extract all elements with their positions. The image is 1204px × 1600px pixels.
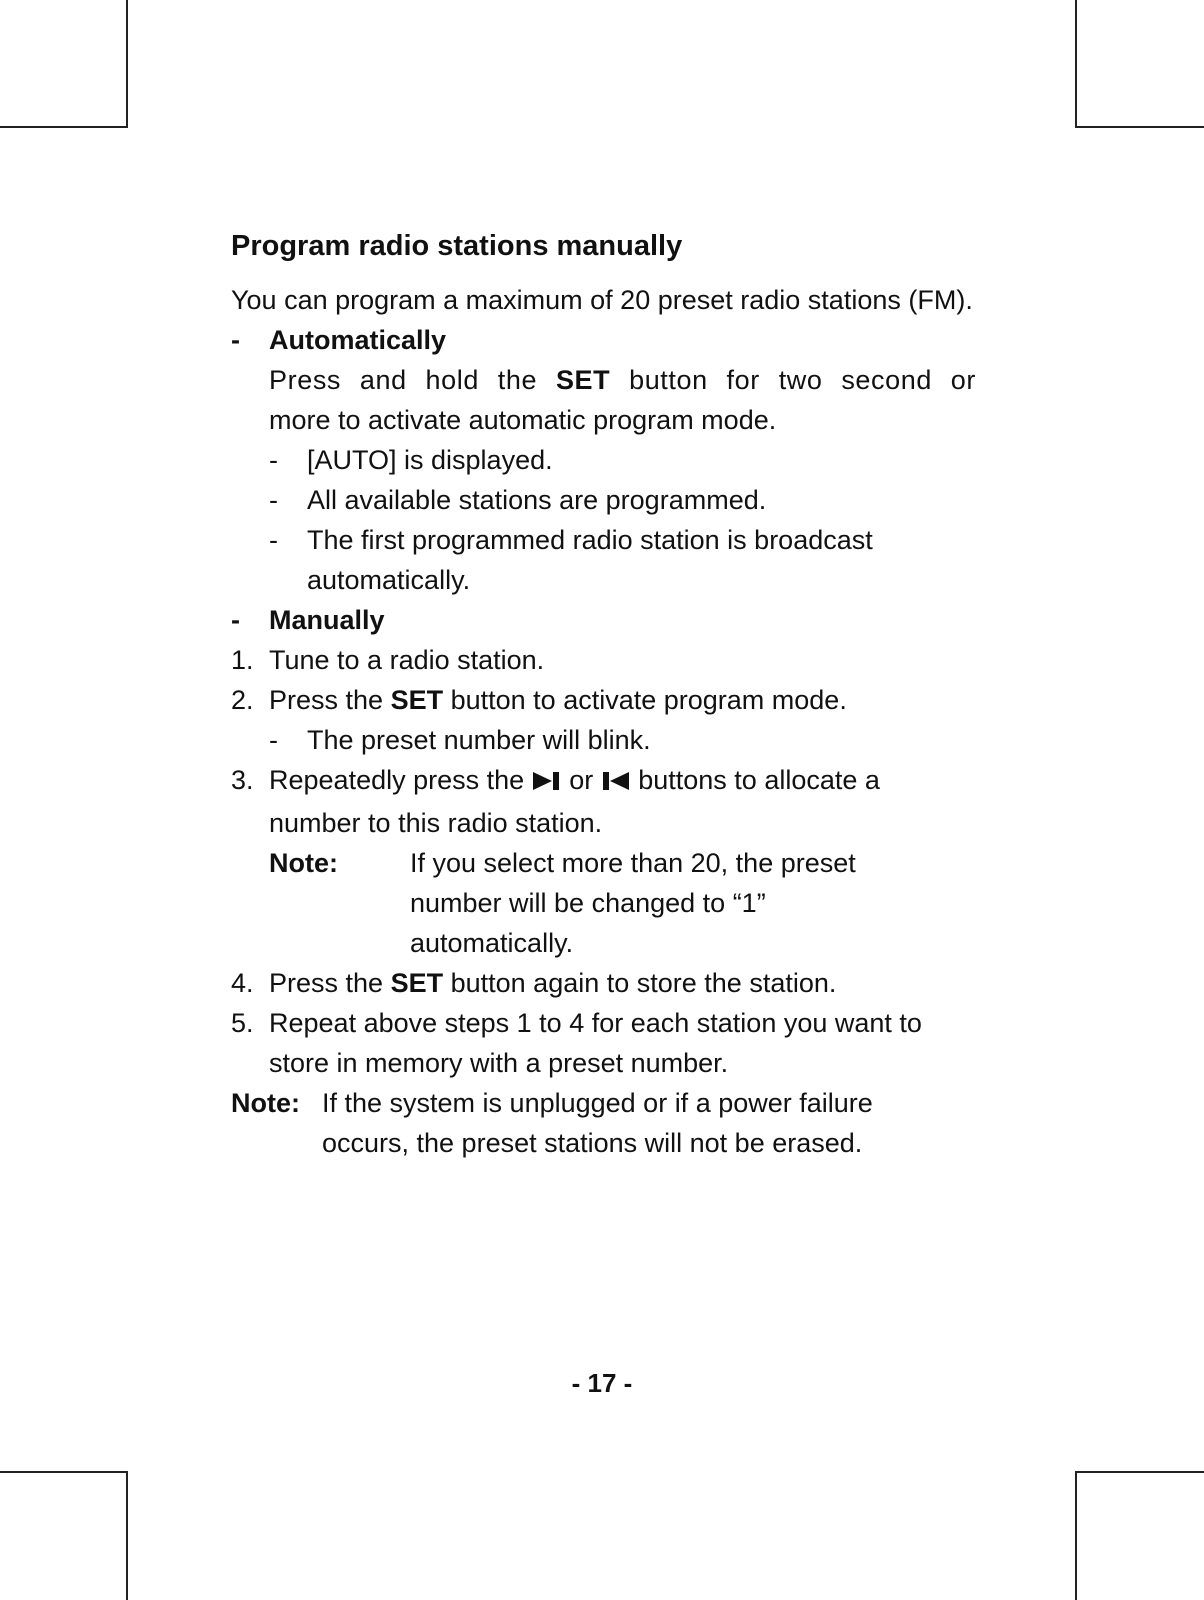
bullet-marker: - [269, 485, 278, 515]
auto-heading: Automatically [269, 325, 447, 355]
manual-page-content [231, 226, 976, 1163]
step-text-pre: Press the [269, 968, 384, 998]
step-text-post: button to activate program mode. [450, 685, 847, 715]
step-text: Tune to a radio station. [269, 645, 545, 675]
step-1 [231, 640, 976, 680]
step-number: 3. [231, 765, 254, 795]
step-text: Repeat above steps 1 to 4 for each station you want to store in memory with a preset number. [269, 1008, 922, 1078]
bullet-marker: - [269, 525, 278, 555]
set-button-label: SET [555, 365, 611, 395]
step-5 [231, 1003, 976, 1083]
crop-mark-top-left-h [0, 126, 128, 128]
crop-mark-bottom-right-v [1075, 1471, 1077, 1600]
auto-instruction-post: button for two second or [629, 365, 977, 395]
manual-heading-row [231, 600, 976, 640]
step-2-bullet [231, 720, 976, 760]
auto-heading-row [231, 320, 976, 360]
crop-mark-top-right-v [1075, 0, 1077, 128]
set-button-label: SET [390, 685, 444, 715]
section-title: Program radio stations manually [231, 230, 683, 262]
auto-bullet [231, 480, 976, 520]
crop-mark-top-left-v [126, 0, 128, 128]
step-2 [231, 680, 976, 720]
step-number: 2. [231, 685, 254, 715]
step-text-post: button again to store the station. [450, 968, 837, 998]
set-button-label: SET [390, 968, 444, 998]
step-2-bullet-text: The preset number will blink. [307, 725, 651, 755]
step-text-post: buttons to allocate a number to this radio station. [269, 765, 880, 838]
intro-paragraph: You can program a maximum of 20 preset radio stations (FM). [231, 285, 973, 315]
auto-bullet-text: All available stations are programmed. [307, 485, 767, 515]
crop-mark-bottom-left-h [0, 1471, 128, 1473]
step-number: 1. [231, 645, 254, 675]
bullet-marker: - [269, 445, 278, 475]
manual-heading-marker: - [231, 605, 240, 635]
general-note [231, 1083, 976, 1163]
step-text-pre: Press the [269, 685, 384, 715]
step-number: 4. [231, 968, 254, 998]
step-number: 5. [231, 1008, 254, 1038]
auto-instruction-line1 [269, 360, 976, 400]
note-label: Note: [269, 848, 338, 878]
step-4 [231, 963, 976, 1003]
page-number: - 17 - [571, 1368, 633, 1398]
auto-bullet-text: The first programmed radio station is broadcast automatically. [307, 525, 873, 595]
skip-forward-icon [532, 763, 562, 803]
note-label: Note: [231, 1088, 300, 1118]
manual-heading: Manually [269, 605, 385, 635]
step-3-note [269, 843, 976, 963]
auto-instruction [231, 360, 976, 440]
step-text-mid: or [569, 765, 594, 795]
auto-bullet [231, 520, 976, 600]
auto-heading-marker: - [231, 325, 240, 355]
auto-instruction-pre: Press and hold the [269, 365, 538, 395]
note-text: If the system is unplugged or if a power failure occurs, the preset stations will not be erased. [322, 1088, 873, 1158]
auto-bullet-text: [AUTO] is displayed. [307, 445, 553, 475]
auto-instruction-line2: more to activate automatic program mode. [269, 405, 777, 435]
crop-mark-bottom-left-v [126, 1471, 128, 1600]
note-text: If you select more than 20, the preset number will be changed to “1” automatically. [410, 848, 856, 958]
bullet-marker: - [269, 725, 278, 755]
step-text-pre: Repeatedly press the [269, 765, 525, 795]
auto-bullet [231, 440, 976, 480]
step-3 [231, 760, 976, 843]
crop-mark-bottom-right-h [1075, 1471, 1204, 1473]
crop-mark-top-right-h [1075, 126, 1204, 128]
skip-back-icon [601, 763, 631, 803]
